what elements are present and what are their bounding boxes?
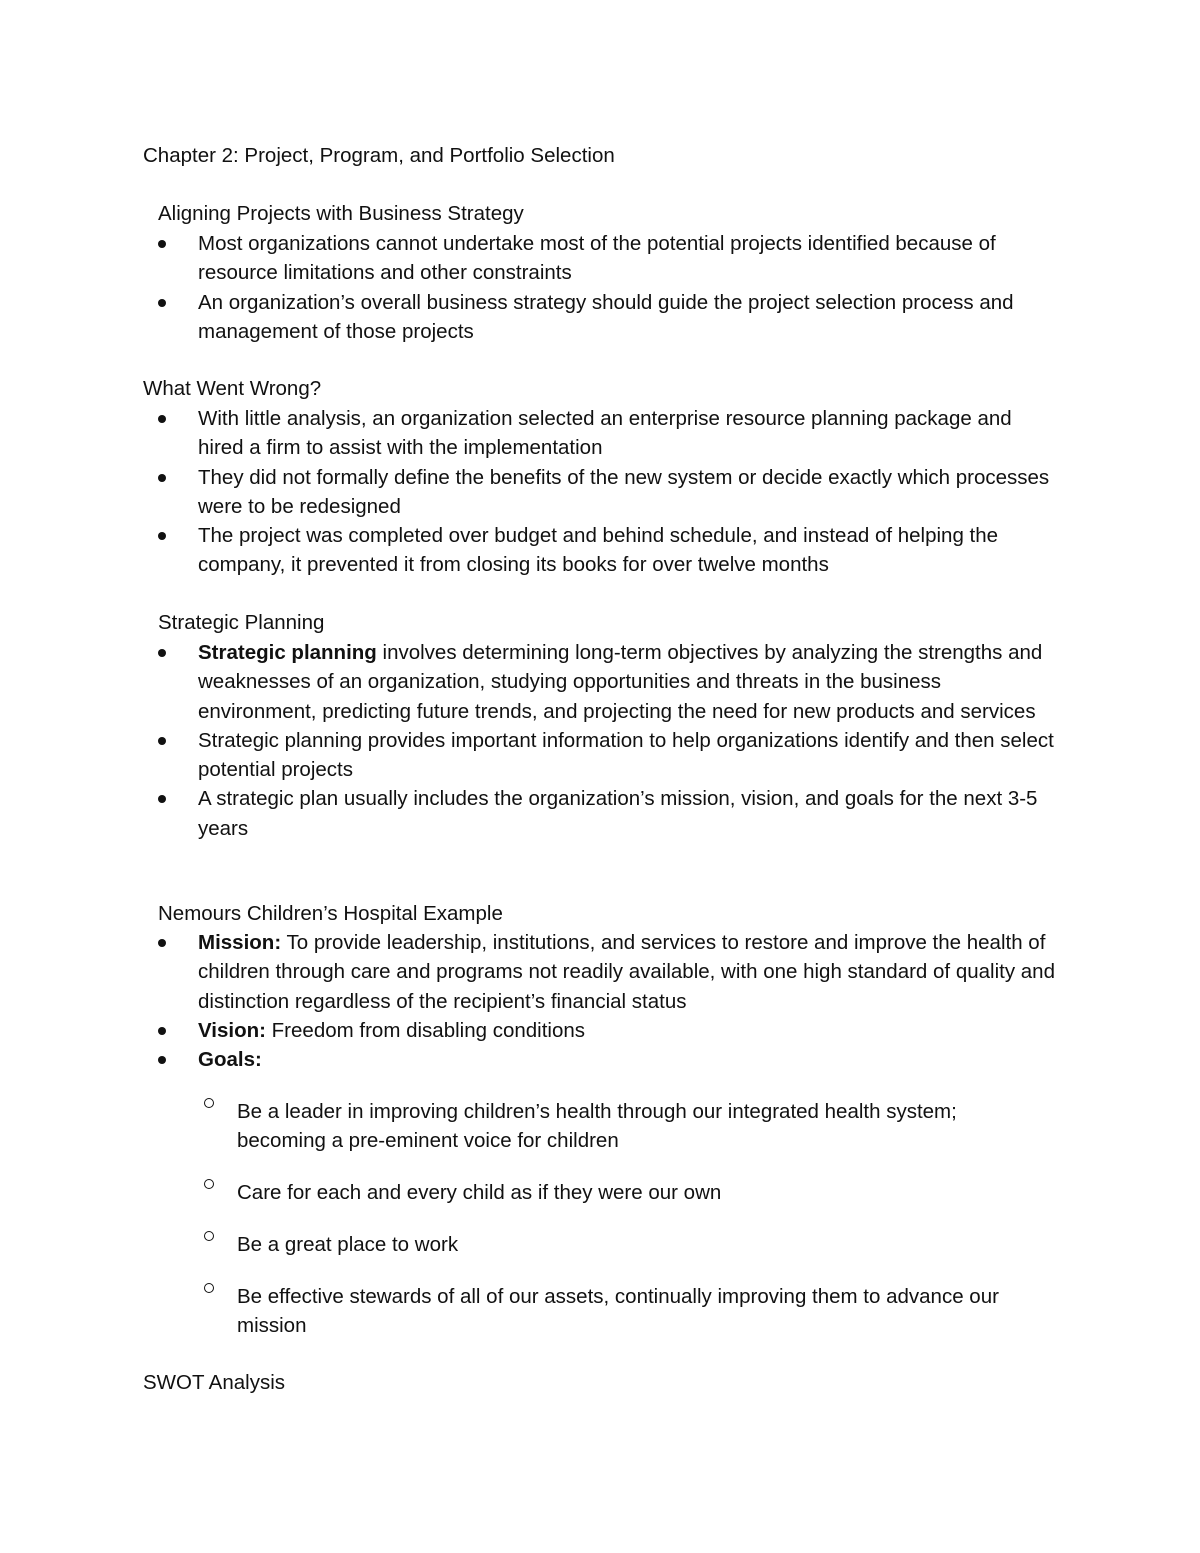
bullet-icon xyxy=(158,939,166,947)
document-title: Chapter 2: Project, Program, and Portfolio Selection xyxy=(143,144,615,167)
bullet-icon xyxy=(158,240,166,248)
goals-sub-list xyxy=(0,1097,1047,1363)
list-item: The project was completed over budget and behind schedule, and instead of helping the company, it prevented it from closing its books for over twelve months xyxy=(0,521,1058,580)
list-item: Mission: To provide leadership, institutions, and services to restore and improve the health of children through care and programs not readily available, with one high standard of quality and distinction regardless of the recipient’s financial status xyxy=(0,928,1058,1016)
list-item: An organization’s overall business strategy should guide the project selection process and management of those projects xyxy=(0,288,1058,347)
list-item: Be effective stewards of all of our assets, continually improving them to advance our mission xyxy=(0,1282,1047,1341)
list-item: Strategic planning provides important information to help organizations identify and then select potential projects xyxy=(0,726,1058,785)
bullet-icon xyxy=(158,649,166,657)
list-item: With little analysis, an organization selected an enterprise resource planning package and hired a firm to assist with the implementation xyxy=(0,404,1058,463)
term-strategic-planning: Strategic planning xyxy=(198,641,377,664)
bullet-icon xyxy=(158,299,166,307)
section-heading-swot: SWOT Analysis xyxy=(143,1371,286,1394)
section-heading-aligning: Aligning Projects with Business Strategy xyxy=(158,202,524,225)
section-heading-nemours: Nemours Children’s Hospital Example xyxy=(158,902,503,925)
mission-label: Mission: xyxy=(198,931,282,954)
aligning-bullet-list xyxy=(0,229,1058,346)
section-heading-what-went-wrong: What Went Wrong? xyxy=(143,377,322,400)
hollow-bullet-icon xyxy=(204,1179,214,1189)
list-item: They did not formally define the benefits of the new system or decide exactly which processes were to be redesigned xyxy=(0,463,1058,522)
bullet-icon xyxy=(158,795,166,803)
list-item: Care for each and every child as if they were our own xyxy=(0,1178,1047,1207)
list-item: A strategic plan usually includes the organization’s mission, vision, and goals for the next 3-5 years xyxy=(0,784,1058,843)
list-item: Be a leader in improving children’s health through our integrated health system; becoming a pre-eminent voice for children xyxy=(0,1097,1047,1156)
list-item xyxy=(0,1045,1058,1074)
list-item: Most organizations cannot undertake most of the potential projects identified because of resource limitations and other constraints xyxy=(0,229,1058,288)
bullet-icon xyxy=(158,1056,166,1064)
bullet-icon xyxy=(158,415,166,423)
list-item: Be a great place to work xyxy=(0,1230,1047,1259)
bullet-icon xyxy=(158,1027,166,1035)
what-went-wrong-bullet-list xyxy=(0,404,1058,580)
bullet-icon xyxy=(158,532,166,540)
hollow-bullet-icon xyxy=(204,1231,214,1241)
hollow-bullet-icon xyxy=(204,1098,214,1108)
section-heading-strategic-planning: Strategic Planning xyxy=(158,611,325,634)
vision-label: Vision: xyxy=(198,1018,266,1042)
bullet-icon xyxy=(158,474,166,482)
list-item: Strategic planning involves determining long-term objectives by analyzing the strengths and weaknesses of an organization, studying opportunities and threats in the business environment, predicting future trends, and projecting the need for new products and services xyxy=(0,638,1058,726)
hollow-bullet-icon xyxy=(204,1283,214,1293)
strategic-planning-bullet-list xyxy=(0,638,1058,843)
bullet-icon xyxy=(158,737,166,745)
list-item: Vision: Freedom from disabling conditions xyxy=(0,1016,1058,1045)
nemours-bullet-list xyxy=(0,928,1058,1074)
goals-label: Goals: xyxy=(198,1048,262,1072)
